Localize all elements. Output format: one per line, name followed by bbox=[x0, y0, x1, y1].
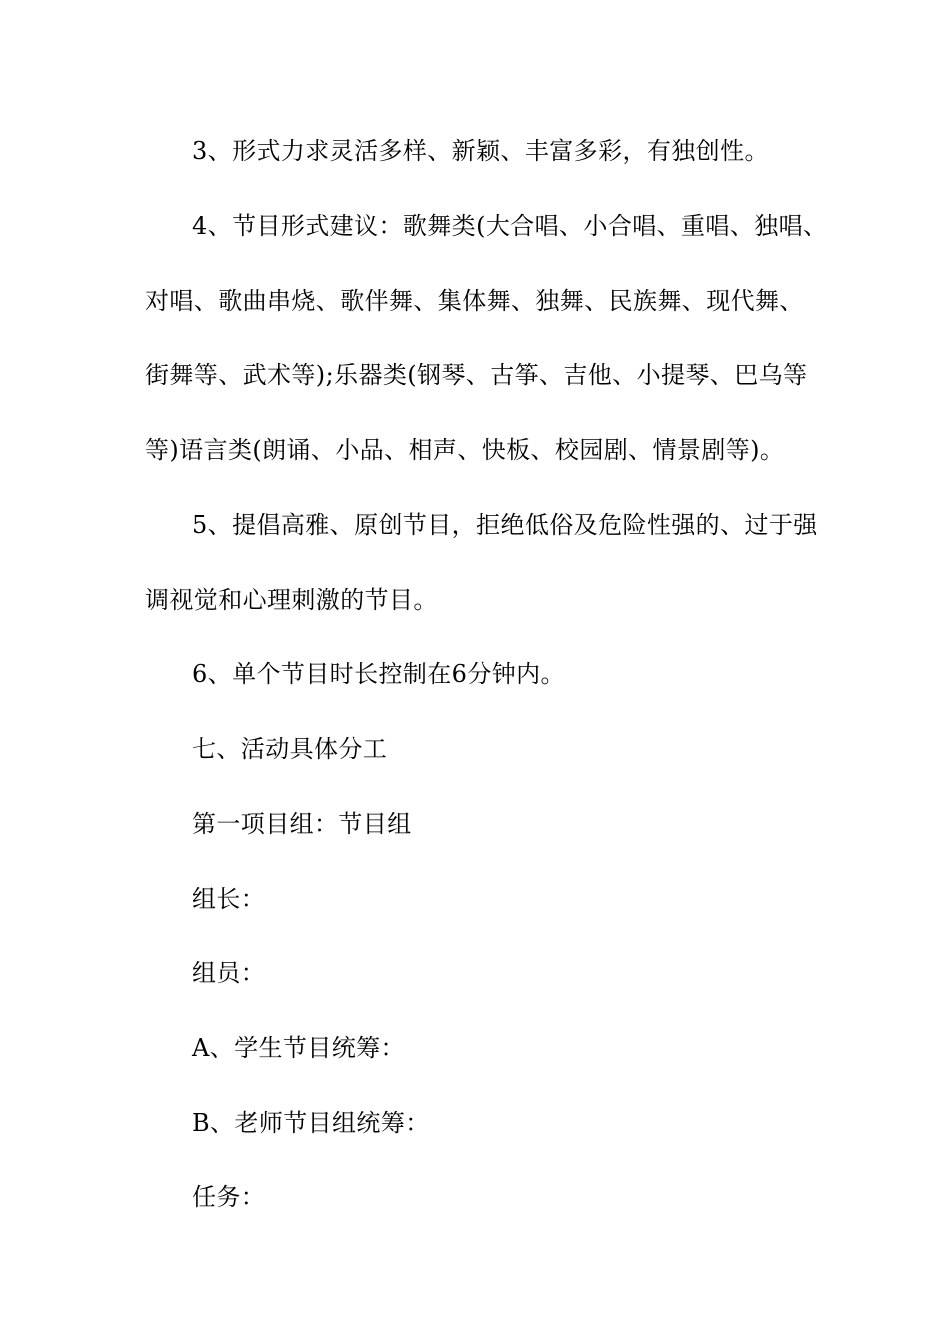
paragraph-item-4-line-1: 4、节目形式建议：歌舞类(大合唱、小合唱、重唱、独唱、 bbox=[192, 212, 828, 240]
tasks-label: 任务： bbox=[192, 1183, 266, 1211]
group-title: 第一项目组：节目组 bbox=[192, 810, 412, 838]
paragraph-item-5-line-1: 5、提倡高雅、原创节目，拒绝低俗及危险性强的、过于强 bbox=[192, 511, 818, 539]
paragraph-item-4-line-2: 对唱、歌曲串烧、歌伴舞、集体舞、独舞、民族舞、现代舞、 bbox=[145, 287, 804, 315]
paragraph-item-4-line-3: 街舞等、武术等);乐器类(钢琴、古筝、吉他、小提琴、巴乌等 bbox=[145, 361, 808, 389]
student-coordinator-label: A、学生节目统筹： bbox=[192, 1034, 405, 1062]
section-heading: 七、活动具体分工 bbox=[192, 735, 388, 763]
group-leader-label: 组长： bbox=[192, 885, 266, 913]
paragraph-item-3: 3、形式力求灵活多样、新颖、丰富多彩，有独创性。 bbox=[192, 137, 769, 165]
group-members-label: 组员： bbox=[192, 959, 266, 987]
teacher-coordinator-label: B、老师节目组统筹： bbox=[192, 1109, 430, 1137]
paragraph-item-6: 6、单个节目时长控制在6分钟内。 bbox=[192, 660, 565, 688]
paragraph-item-5-line-2: 调视觉和心理刺激的节目。 bbox=[145, 586, 438, 614]
paragraph-item-4-line-4: 等)语言类(朗诵、小品、相声、快板、校园剧、情景剧等)。 bbox=[145, 436, 785, 464]
